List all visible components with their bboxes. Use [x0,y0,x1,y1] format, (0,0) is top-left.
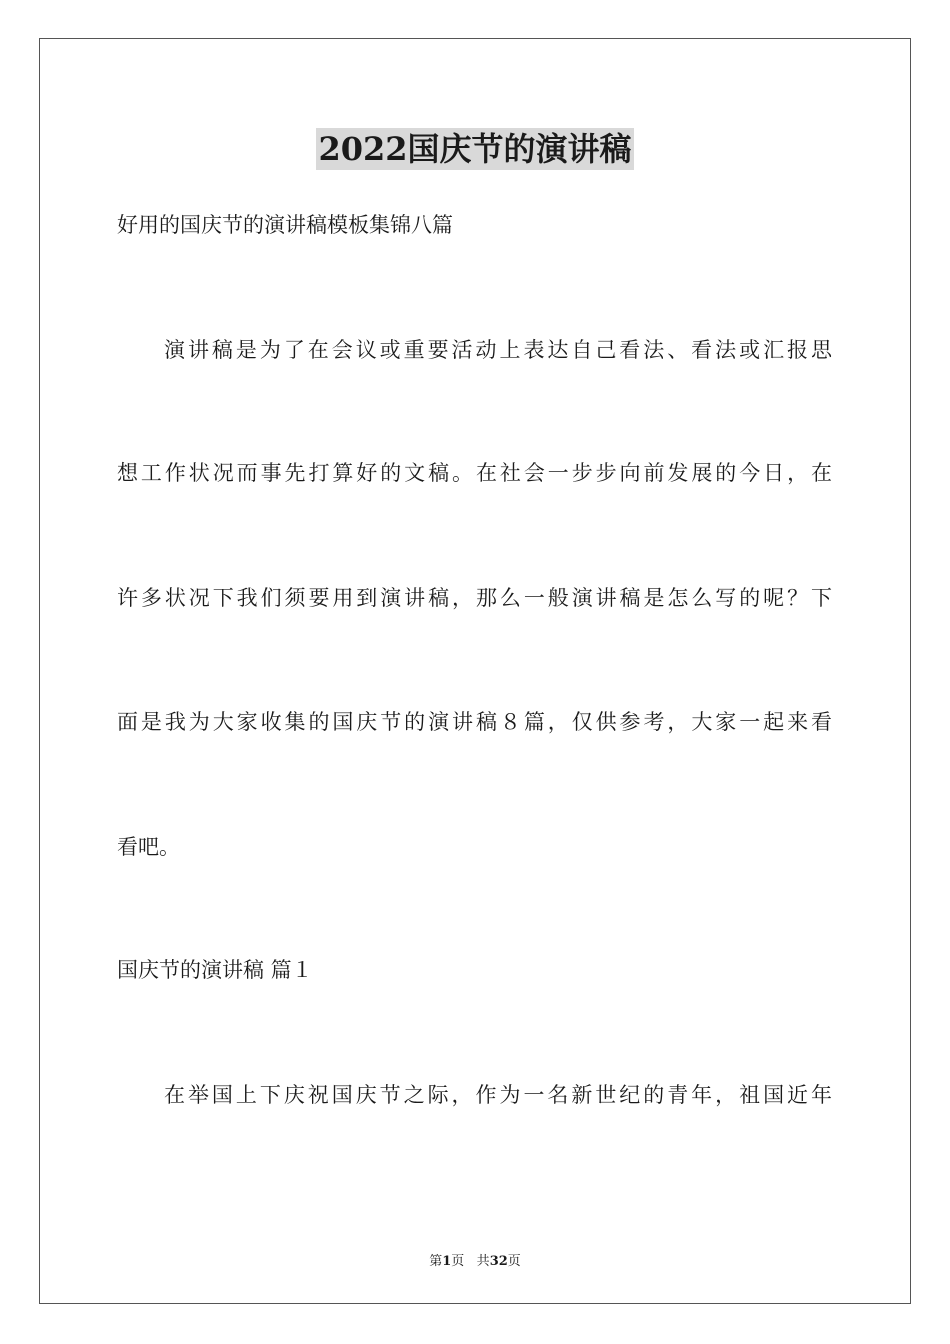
document-subtitle: 好用的国庆节的演讲稿模板集锦八篇 [117,213,453,237]
section-heading: 国庆节的演讲稿 篇１ [117,958,313,982]
section-first-line: 在举国上下庆祝国庆节之际，作为一名新世纪的青年，祖国近年 [164,1083,832,1107]
page-footer [0,1250,950,1269]
footer-total-pages: 32 [489,1254,508,1269]
intro-line-2: 想工作状况而事先打算好的文稿。在社会一步步向前发展的今日，在 [117,461,832,485]
footer-total-unit: 页 [507,1254,521,1269]
document-title-wrapper [0,128,950,170]
footer-page-unit: 页 [451,1254,465,1269]
document-title: 2022国庆节的演讲稿 [318,130,632,168]
footer-page-number: 1 [442,1254,452,1269]
intro-line-1: 演讲稿是为了在会议或重要活动上表达自己看法、看法或汇报思 [164,338,832,362]
intro-line-4: 面是我为大家收集的国庆节的演讲稿８篇，仅供参考，大家一起来看 [117,710,832,734]
footer-page-prefix: 第 [429,1254,443,1269]
intro-line-5: 看吧。 [117,835,180,859]
footer-total-prefix: 共 [476,1254,490,1269]
intro-line-3: 许多状况下我们须要用到演讲稿，那么一般演讲稿是怎么写的呢？下 [117,586,832,610]
